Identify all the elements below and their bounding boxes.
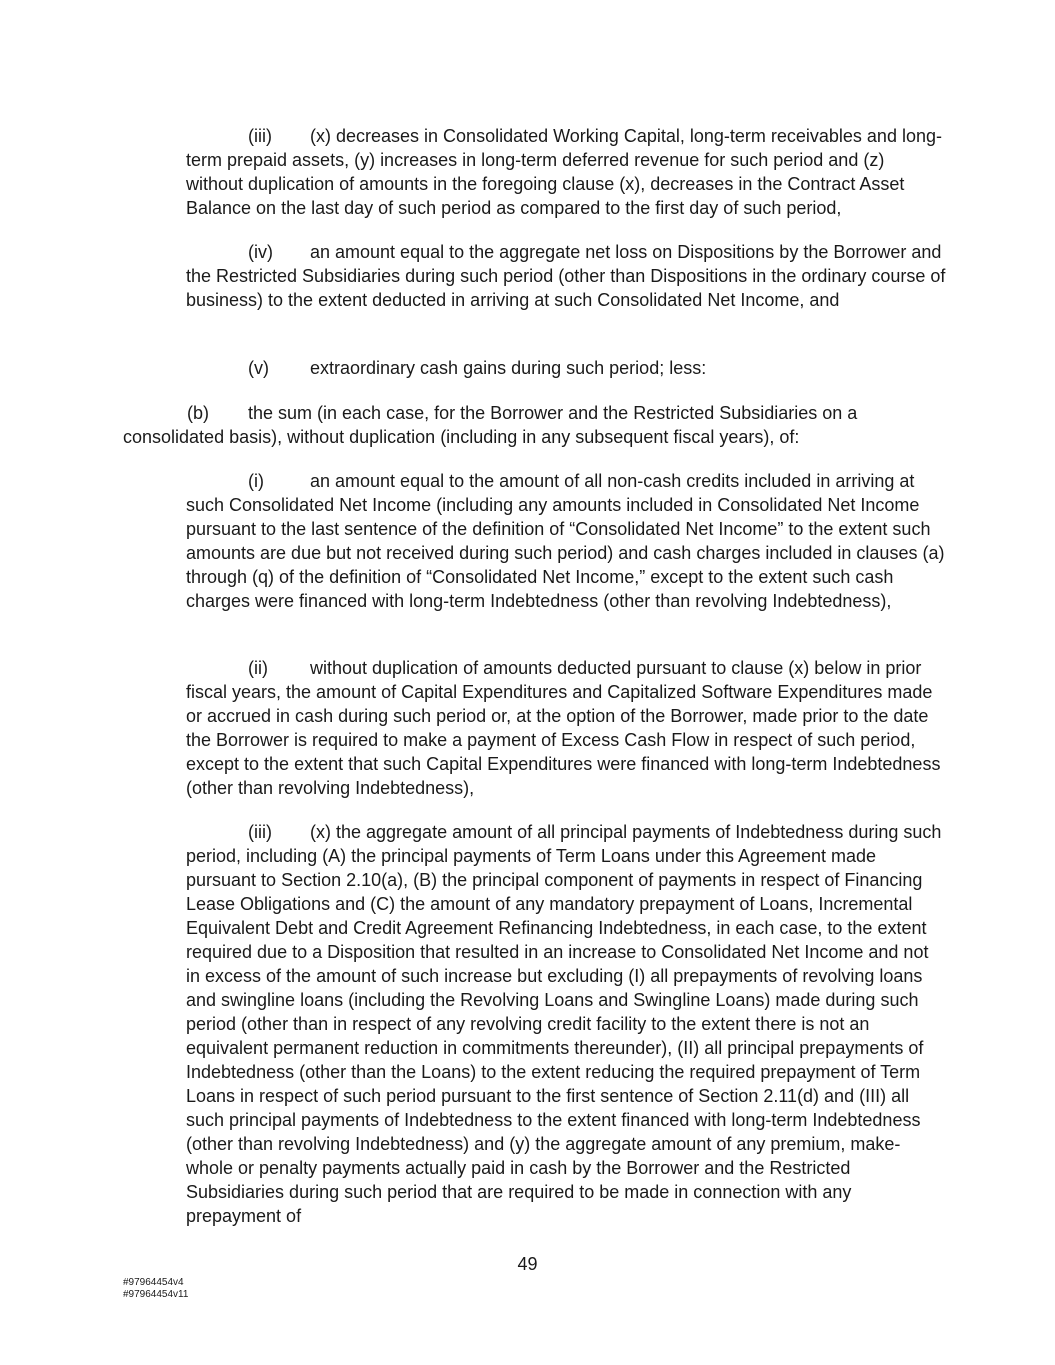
clause-a-v-paragraph xyxy=(186,356,946,380)
clause-number: (iii) xyxy=(248,822,272,842)
clause-b-paragraph xyxy=(123,401,946,449)
clause-b-i-paragraph xyxy=(186,469,946,613)
clause-text: (x) the aggregate amount of all principal payments of Indebtedness during such period, including (A) the principal payments of Term Loans under this Agreement made pursuant to Section 2.10(a), (B) the principal component of payments in respect of Financing Lease Obligations and (C) the amount of any mandatory prepayment of Loans, Incremental Equivalent Debt and Credit Agreement Refinancing Indebtedness, in each case, to the extent required due to a Disposition that resulted in an increase to Consolidated Net Income and not in excess of the amount of such increase but excluding (I) all prepayments of revolving loans and swingline loans (including the Revolving Loans and Swingline Loans) made during such period (other than in respect of any revolving credit facility to the extent there is not an equivalent permanent reduction in commitments thereunder), (II) all principal prepayments of Indebtedness (other than the Loans) to the extent reducing the required prepayment of Term Loans in respect of such period pursuant to the first sentence of Section 2.11(d) and (III) all such principal payments of Indebtedness to the extent financed with long-term Indebtedness (other than revolving Indebtedness) and (y) the aggregate amount of any premium, make-whole or penalty payments actually paid in cash by the Borrower and the Restricted Subsidiaries during such period that are required to be made in connection with any prepayment of xyxy=(186,822,942,1226)
footer-doc-id: #97964454v4 xyxy=(123,1277,184,1288)
clause-b-iii-paragraph xyxy=(186,820,946,1228)
page-number: 49 xyxy=(517,1254,538,1274)
clause-number: (i) xyxy=(248,471,264,491)
clause-number: (ii) xyxy=(248,658,268,678)
clause-number: (iv) xyxy=(248,242,273,262)
clause-number: (v) xyxy=(248,358,269,378)
clause-text: an amount equal to the aggregate net loss on Dispositions by the Borrower and the Restricted Subsidiaries during such period (other than Dispositions in the ordinary course of business) to the extent deducted in arriving at such Consolidated Net Income, and xyxy=(186,242,946,310)
footer-document-ids xyxy=(123,1277,188,1301)
clause-a-iii-paragraph xyxy=(186,124,946,220)
clause-text: without duplication of amounts deducted pursuant to clause (x) below in prior fiscal years, the amount of Capital Expenditures and Capitalized Software Expenditures made or accrued in cash during such period or, at the option of the Borrower, made prior to the date the Borrower is required to make a payment of Excess Cash Flow in respect of such period, except to the extent that such Capital Expenditures were financed with long-term Indebtedness (other than revolving Indebtedness), xyxy=(186,658,941,798)
clause-text: (x) decreases in Consolidated Working Capital, long-term receivables and long-term prepaid assets, (y) increases in long-term deferred revenue for such period and (z) without duplication of amounts in the foregoing clause (x), decreases in the Contract Asset Balance on the last day of such period as compared to the first day of such period, xyxy=(186,126,942,218)
clause-text: an amount equal to the amount of all non-cash credits included in arriving at such Consolidated Net Income (including any amounts included in Consolidated Net Income pursuant to the last sentence of the definition of “Consolidated Net Income” to the extent such amounts are due but not received during such period) and cash charges included in clauses (a) through (q) of the definition of “Consolidated Net Income,” except to the extent such cash charges were financed with long-term Indebtedness (other than revolving Indebtedness), xyxy=(186,471,945,611)
clause-number: (b) xyxy=(187,403,209,423)
clause-number: (iii) xyxy=(248,126,272,146)
footer-doc-id: #97964454v11 xyxy=(123,1289,189,1300)
clause-b-ii-paragraph xyxy=(186,656,946,800)
clause-text: the sum (in each case, for the Borrower and the Restricted Subsidiaries on a consolidated basis), without duplication (including in any subsequent fiscal years), of: xyxy=(123,403,858,447)
clause-a-iv-paragraph xyxy=(186,240,946,312)
clause-text: extraordinary cash gains during such period; less: xyxy=(310,358,707,378)
